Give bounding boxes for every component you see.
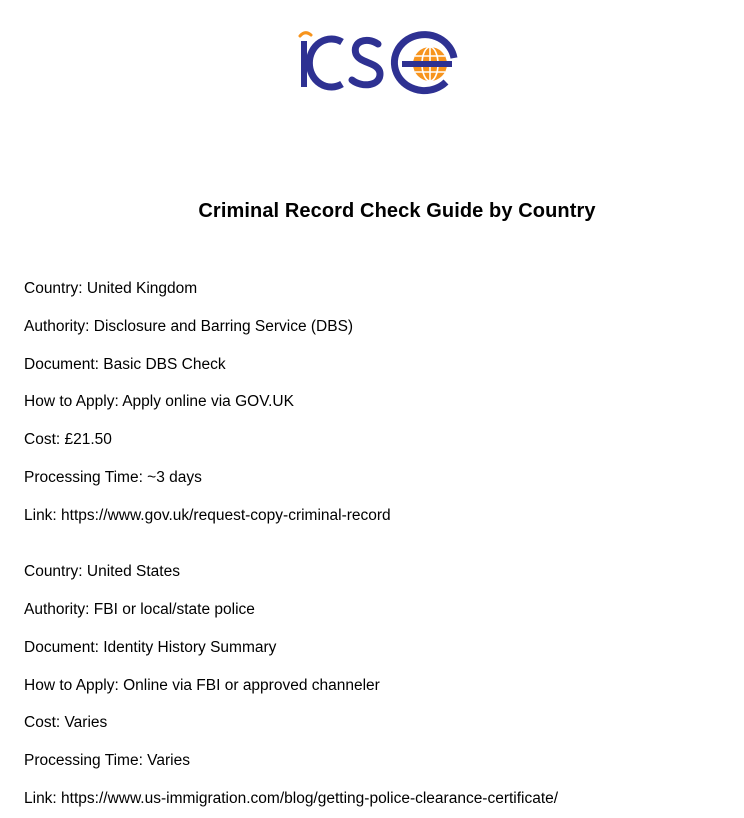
entry-country: Country: United Kingdom (24, 280, 198, 297)
page-title: Criminal Record Check Guide by Country (198, 200, 596, 222)
entry-authority: Authority: FBI or local/state police (24, 601, 255, 618)
entry-country: Country: United States (24, 563, 180, 580)
entry-document: Document: Identity History Summary (24, 639, 277, 656)
entry-document: Document: Basic DBS Check (24, 356, 226, 373)
entry-link: Link: https://www.us-immigration.com/blog/getting-police-clearance-certificate/ (24, 790, 559, 807)
entry-how-to-apply: How to Apply: Online via FBI or approved channeler (24, 677, 380, 694)
entry-how-to-apply: How to Apply: Apply online via GOV.UK (24, 393, 294, 410)
entry-cost: Cost: £21.50 (24, 431, 112, 448)
entry-authority: Authority: Disclosure and Barring Service (DBS) (24, 318, 354, 335)
entry-processing-time: Processing Time: Varies (24, 752, 190, 769)
logo (294, 28, 460, 98)
entry-cost: Cost: Varies (24, 714, 108, 731)
entry-processing-time: Processing Time: ~3 days (24, 469, 202, 486)
icse-logo-icon (294, 28, 460, 98)
entry-link: Link: https://www.gov.uk/request-copy-criminal-record (24, 507, 391, 524)
